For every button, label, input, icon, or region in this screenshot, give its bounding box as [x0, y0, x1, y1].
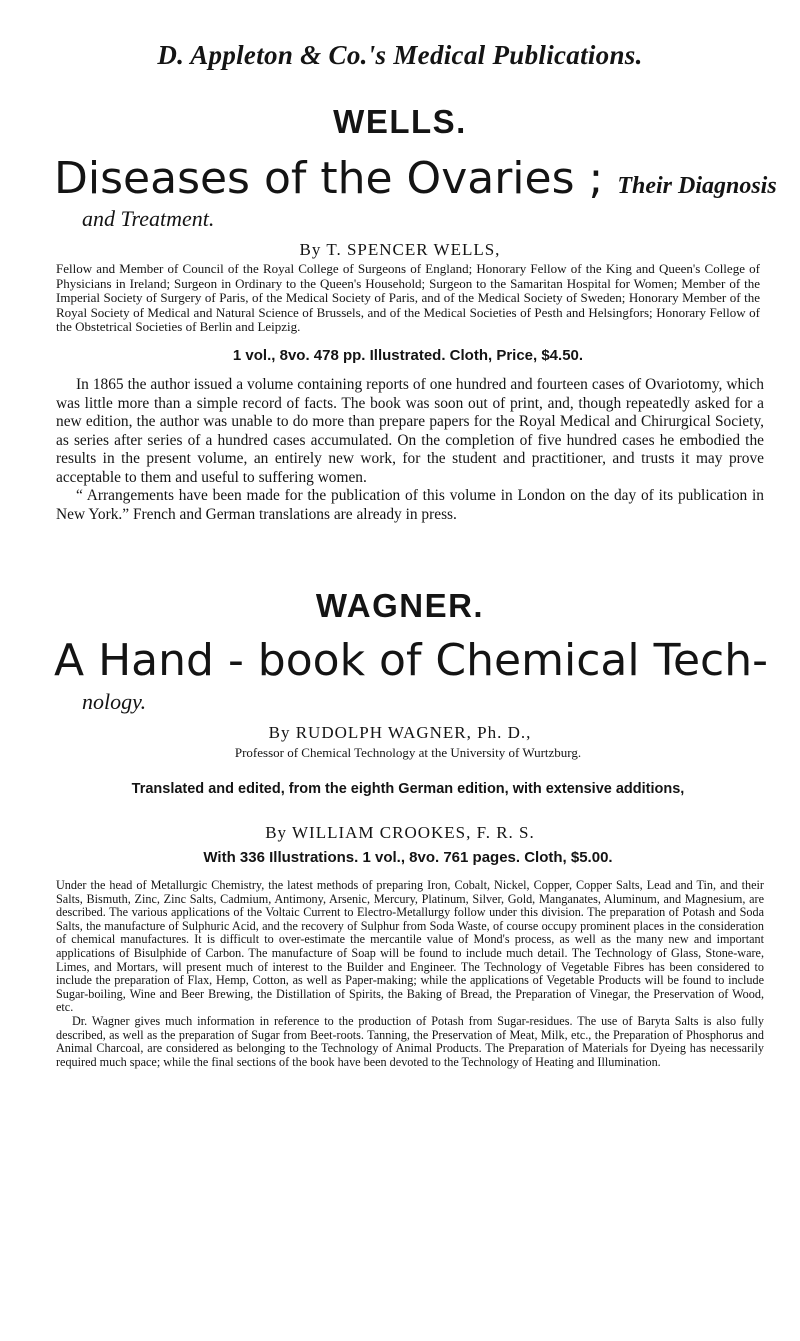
wells-title: [54, 153, 777, 211]
wagner-paragraph-2: Dr. Wagner gives much information in reference to the production of Potash from Sugar-residues. The use of Baryta Salts is also fully described, as well as the preparation of Sugar from Beet-roots. Tanning, the Preservation of Meat, Milk, etc., the Preparation of Phosphorus and Animal Charcoal, are considered as belonging to the Technology of Animal Products. The Preparation of Materials for Dyeing has necessarily required much space; while the final sections of the book have been devoted to the Technology of Heating and Illumination.: [56, 1013, 764, 1069]
wells-paragraph-2: “ Arrangements have been made for the publication of this volume in London on the day of its publication in New York.” French and German translations are already in press.: [56, 487, 764, 523]
wagner-credentials: Professor of Chemical Technology at the University of Wurtzburg.: [234, 745, 582, 760]
wagner-paragraph-1: Under the head of Metallurgic Chemistry, the latest methods of preparing Iron, Cobalt, Nickel, Copper, Copper Salts, Lead and Tin, and their Salts, Bismuth, Zinc, Zinc Salts, Cadmium, Antimony, Arsenic, Mercury, Platinum, Silver, Gold, Manganates, Aluminum, and Magnesium, are described. The various applications of the Voltaic Current to Electro-Metallurgy follow under this division. The preparation of Potash and Soda Salts, the manufacture of Sulphuric Acid, and the recovery of Sulphur from Soda Waste, of course occupy prominent places in the consideration of chemical manufactures. It is difficult to over-estimate the mercantile value of Mond's process, as well as the many new and important applications of Bisulphide of Carbon. The manufacture of Soap will be found to include much detail. The Technology of Glass, Stone-ware, Limes, and Mortars, will present much of interest to the Builder and Engineer. The Technology of Vegetable Fibres has been considered to include the preparation of Flax, Hemp, Cotton, as well as Paper-making; while the applications of Vegetable Products will be found to include Sugar-boiling, Wine and Beer Brewing, the Distillation of Spirits, the Baking of Bread, the Preparation of Vinegar, the Preservation of Wood, etc.: [56, 878, 764, 1015]
wells-price-line: 1 vol., 8vo. 478 pp. Illustrated. Cloth, Price, $4.50.: [232, 347, 584, 364]
wagner-byline: By RUDOLPH WAGNER, Ph. D.,: [268, 723, 532, 742]
wells-byline: By T. SPENCER WELLS,: [299, 240, 501, 259]
wells-heading: WELLS.: [333, 103, 467, 140]
wagner-title: A Hand - book of Chemical Tech-: [54, 635, 768, 686]
wagner-price-line: With 336 Illustrations. 1 vol., 8vo. 761 pages. Cloth, $5.00.: [203, 849, 613, 866]
running-head: D. Appleton & Co.'s Medical Publications.: [157, 40, 643, 70]
wagner-translated-line: Translated and edited, from the eighth German edition, with extensive additions,: [131, 781, 685, 797]
wells-paragraph-1: In 1865 the author issued a volume containing reports of one hundred and fourteen cases of Ovariotomy, which was little more than a simple record of facts. The book was soon out of print, and, though repeatedly asked for a new edition, the author was unable to do more than prepare papers for the Royal Medical and Chirurgical Society, as series after series of a hundred cases accumulated. On the completion of five hundred cases he embodied the results in the present volume, an entirely new work, for the student and practitioner, and trusts it may prove acceptable to them and useful to suffering women.: [56, 376, 764, 486]
wagner-heading: WAGNER.: [315, 587, 485, 624]
wells-description: [56, 376, 764, 524]
wells-title-cont: and Treatment.: [82, 206, 215, 231]
wagner-description: [56, 879, 764, 1069]
wells-credentials: Fellow and Member of Council of the Royal College of Surgeons of England; Honorary Fellow of the King and Queen's College of Physicians in Ireland; Surgeon in Ordinary to the Queen's Household; Surgeon to the Samaritan Hospital for Women; Member of the Imperial Society of Surgery of Paris, of the Medical Society of Paris, and of the Medical Society of Sweden; Honorary Member of the Royal Society of Medical and Natural Science of Brussels, and of the Medical Societies of Pesth and Helsingfors; Honorary Fellow of the Obstetrical Societies of Berlin and Leipzig.: [56, 261, 760, 335]
wells-title-sub: Their Diagnosis: [617, 173, 777, 199]
wells-title-main: Diseases of the Ovaries ;: [54, 153, 604, 204]
wagner-translator: By WILLIAM CROOKES, F. R. S.: [265, 823, 535, 842]
wagner-title-cont: nology.: [82, 689, 147, 714]
